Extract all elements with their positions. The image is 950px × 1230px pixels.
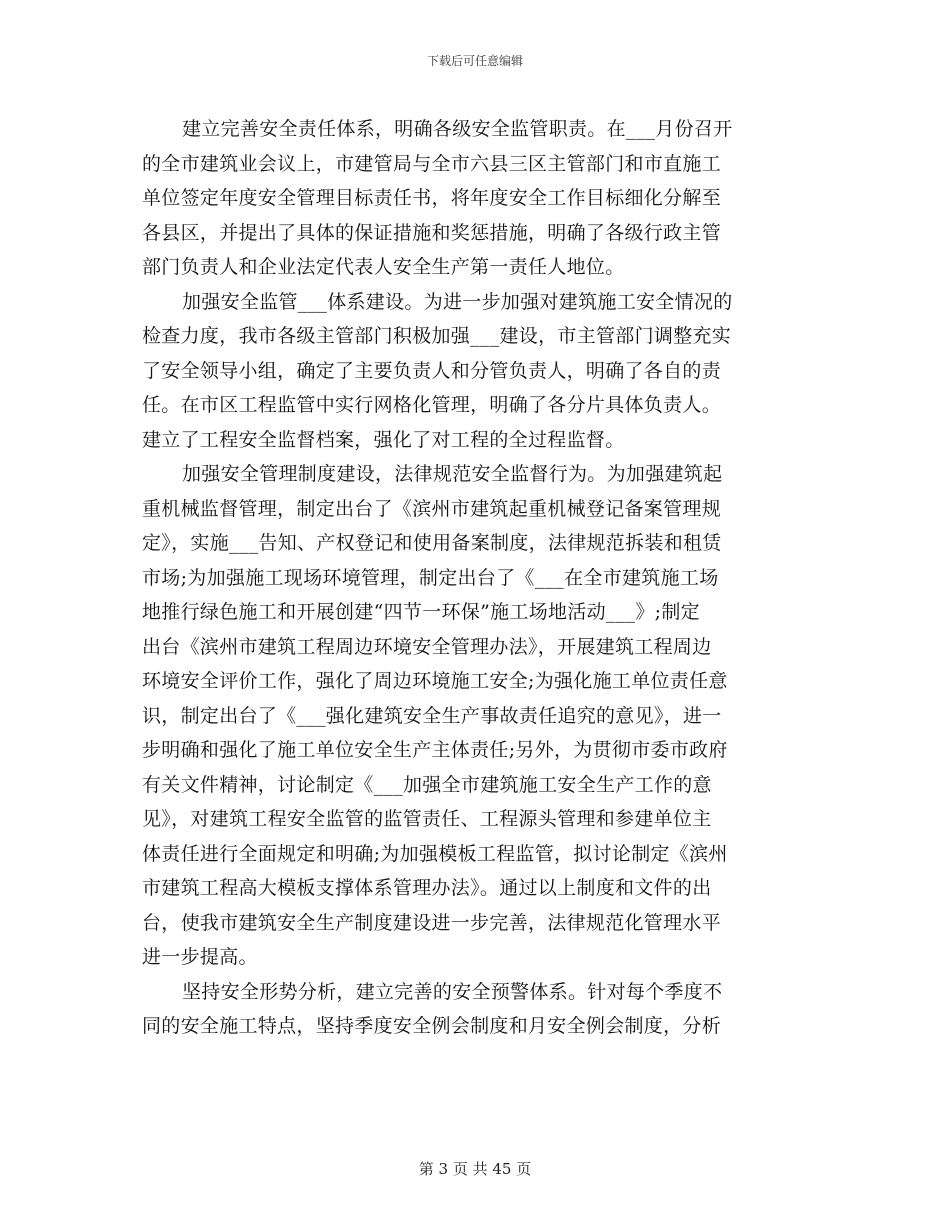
text-line: 加强安全监管___体系建设。为进一步加强对建筑施工安全情况的 (182, 290, 733, 313)
text-line: 的全市建筑业会议上，市建管局与全市六县三区主管部门和市直施工 (142, 152, 722, 175)
text-line: 了安全领导小组，确定了主要负责人和分管负责人，明确了各自的责 (142, 359, 722, 382)
text-line: 地推行绿色施工和开展创建“四节一环保”施工场地活动___》;制定 (142, 601, 700, 623)
text-line: 识，制定出台了《___强化建筑安全生产事故责任追究的意见》，进一 (142, 704, 722, 727)
text-line: 部门负责人和企业法定代表人安全生产第一责任人地位。 (142, 256, 625, 278)
text-line: 建立完善安全责任体系，明确各级安全监管职责。在___月份召开 (182, 118, 733, 140)
paragraph-1 (142, 112, 812, 285)
text-line: 步明确和强化了施工单位安全生产主体责任;另外，为贯彻市委市政府 (142, 739, 728, 761)
page-header-note: 下载后可任意编辑 (426, 54, 523, 68)
text-line: 各县区，并提出了具体的保证措施和奖惩措施，明确了各级行政主管 (142, 221, 722, 244)
text-line: 体责任进行全面规定和明确;为加强模板工程监管，拟讨论制定《滨州 (142, 842, 728, 865)
text-line: 任。在市区工程监管中实行网格化管理，明确了各分片具体负责人。 (142, 394, 722, 416)
document-body (142, 112, 812, 1044)
text-line: 出台《滨州市建筑工程周边环境安全管理办法》，开展建筑工程周边 (142, 635, 712, 658)
text-line: 加强安全管理制度建设，法律规范安全监督行为。为加强建筑起 (182, 463, 723, 485)
text-line: 市场;为加强施工现场环境管理，制定出台了《___在全市建筑施工场 (142, 566, 719, 589)
text-line: 台，使我市建筑安全生产制度建设进一步完善，法律规范化管理水平 (142, 911, 722, 934)
text-line: 有关文件精神，讨论制定《___加强全市建筑施工安全生产工作的意 (142, 773, 712, 796)
paragraph-2 (142, 285, 812, 458)
text-line: 进一步提高。 (142, 946, 258, 968)
page-number-footer: 第 3 页 共 45 页 (418, 1160, 532, 1178)
text-line: 见》，对建筑工程安全监管的监管责任、工程源头管理和参建单位主 (142, 808, 712, 830)
text-line: 建立了工程安全监督档案，强化了对工程的全过程监督。 (142, 428, 625, 451)
text-line: 同的安全施工特点，坚持季度安全例会制度和月安全例会制度，分析 (142, 1015, 722, 1037)
text-line: 检查力度，我市各级主管部门积极加强___建设，市主管部门调整充实 (142, 325, 732, 347)
text-line: 单位签定年度安全管理目标责任书，将年度安全工作目标细化分解至 (142, 187, 722, 209)
text-line: 市建筑工程高大模板支撑体系管理办法》。通过以上制度和文件的出 (142, 877, 712, 899)
text-line: 坚持安全形势分析，建立完善的安全预警体系。针对每个季度不 (182, 980, 723, 1003)
text-line: 环境安全评价工作，强化了周边环境施工安全;为强化施工单位责任意 (142, 670, 728, 692)
paragraph-3 (142, 457, 812, 975)
text-line: 重机械监督管理，制定出台了《滨州市建筑起重机械登记备案管理规 (142, 497, 722, 520)
paragraph-4 (142, 975, 812, 1044)
text-line: 定》，实施___告知、产权登记和使用备案制度，法律规范拆装和租赁 (142, 532, 722, 554)
